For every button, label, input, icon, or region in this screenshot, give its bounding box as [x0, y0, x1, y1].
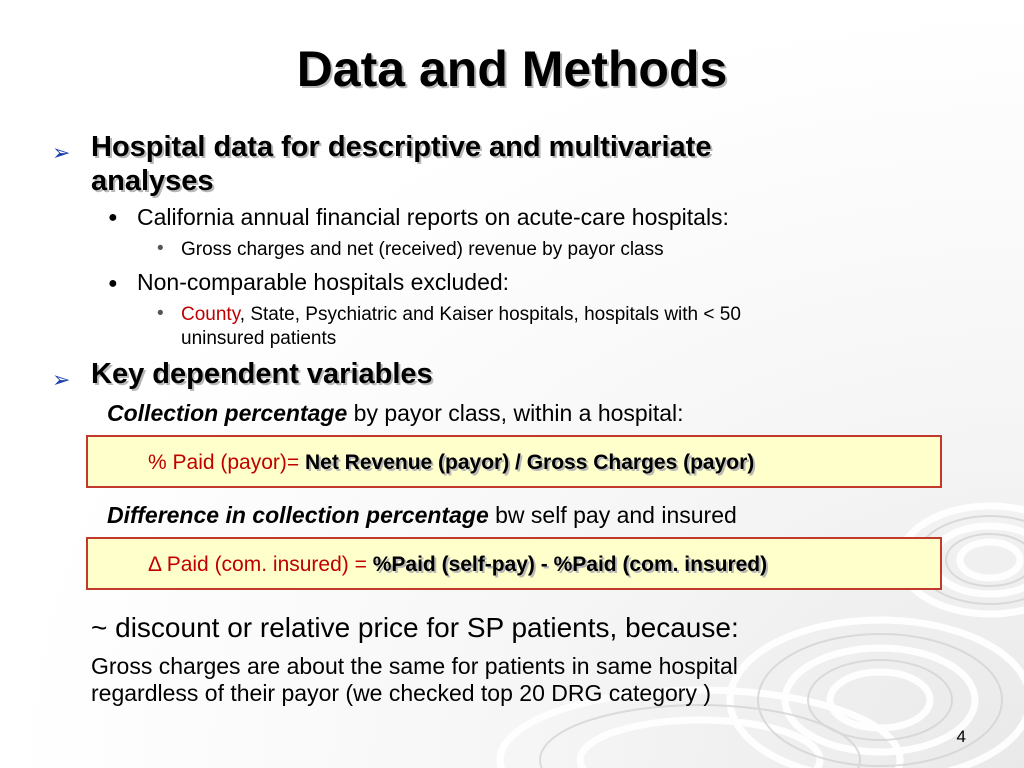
dot-icon: ● — [108, 209, 118, 226]
county-highlight: County — [181, 304, 240, 325]
note-line-1: Gross charges are about the same for patients in same hospital — [91, 653, 738, 679]
sub-item-excluded-list — [181, 304, 741, 326]
page-number: 4 — [956, 727, 966, 746]
formula-lhs: % Paid (payor)= — [148, 451, 305, 474]
formula-box-difference — [86, 537, 942, 590]
collection-percentage-line — [107, 400, 684, 427]
bullet-heading-hospital-data-cont: analyses — [91, 165, 214, 197]
arrowhead-icon: ➢ — [52, 367, 71, 392]
excluded-list-text-cont: uninsured patients — [181, 328, 337, 349]
excluded-list-text: , State, Psychiatric and Kaiser hospitals, hospitals with < 50 — [239, 304, 741, 325]
dot-icon: ● — [108, 275, 118, 292]
difference-rest: bw self pay and insured — [488, 502, 737, 528]
bullet-heading-hospital-data: Hospital data for descriptive and multivariate — [91, 131, 712, 163]
collection-term: Collection percentage — [107, 400, 348, 426]
difference-term: Difference in collection percentage — [107, 502, 489, 528]
discount-line: ~ discount or relative price for SP patients, because: — [91, 612, 739, 643]
arrowhead-icon: ➢ — [52, 140, 71, 165]
collection-rest: by payor class, within a hospital: — [347, 400, 684, 426]
formula-rhs: %Paid (self-pay) - %Paid (com. insured) — [372, 553, 768, 576]
bullet-heading-key-variables: Key dependent variables — [91, 358, 433, 390]
slide-title: Data and Methods — [296, 41, 728, 97]
formula-lhs: Δ Paid (com. insured) = — [148, 553, 373, 576]
sub-bullet-excluded: Non-comparable hospitals excluded: — [137, 269, 510, 295]
small-dot-icon: • — [157, 303, 164, 324]
sub-item-gross-charges: Gross charges and net (received) revenue by payor class — [181, 239, 664, 260]
difference-percentage-line — [107, 502, 737, 529]
sub-bullet-california: California annual financial reports on acute-care hospitals: — [137, 204, 729, 230]
note-line-2: regardless of their payor (we checked top 20 DRG category ) — [91, 680, 712, 706]
formula-rhs: Net Revenue (payor) / Gross Charges (payor) — [305, 451, 755, 474]
small-dot-icon: • — [157, 238, 164, 259]
formula-box-collection — [86, 435, 942, 488]
